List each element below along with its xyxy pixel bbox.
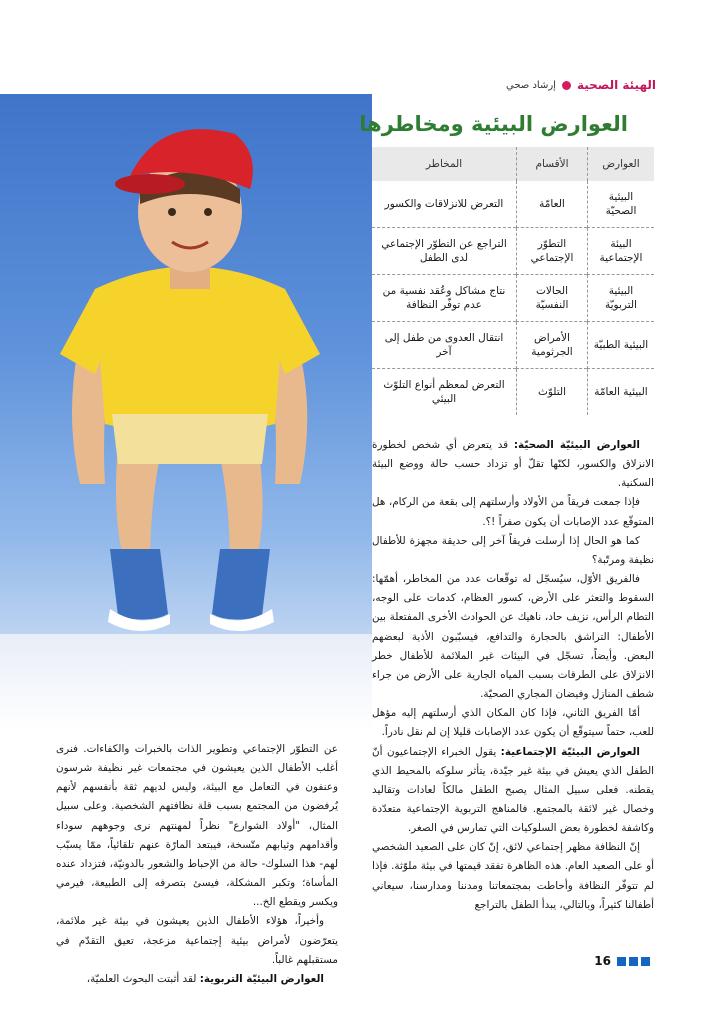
paragraph-lead: العوارض البيئيّة التربوية: <box>199 972 324 985</box>
table-row <box>372 228 654 275</box>
table-cell: التراجع عن التطوّر الإجتماعي لدى الطفل <box>372 228 517 275</box>
paragraph <box>372 570 654 704</box>
table-header-cell: الأقسام <box>517 147 588 181</box>
bullet-dot-icon <box>562 81 571 90</box>
table-row <box>372 275 654 322</box>
table-cell: التطوّر الإجتماعي <box>517 228 588 275</box>
paragraph <box>372 436 654 493</box>
table-header-row <box>372 147 654 181</box>
body-column-left <box>56 740 338 989</box>
table-cell: البيئية الطبيّة <box>588 322 655 369</box>
section-header <box>356 74 656 96</box>
paragraph-text: وأخيراً، هؤلاء الأطفال الذين يعيشون في بيئة غير ملائمة، يتعرّضون لأمراض بيئية إجتماعية مزعجة، تعيق التقدّم في مستقبلهم غالباً. <box>56 915 338 966</box>
risks-table <box>372 147 654 415</box>
paragraph-text: يقول الخبراء الإجتماعيون أنّ الطفل الذي يعيش في بيئة غير جيّدة، يتأثر سلوكه بالمحيط الذي يقطنه. فعلى سبيل المثال يصبح الطفل مالكاً لعادات وتقاليد وخصال غير لائقة بالمجتمع. فالمناهج التربوية الإجتماعية متعدّدة وكاشفة لخطورة بعض السلوكيات التي تمارس في الصغر. <box>372 745 654 835</box>
table-cell: البيئية التربويّة <box>588 275 655 322</box>
paragraph <box>372 838 654 915</box>
square-bullet-icon <box>629 957 638 966</box>
body-column-right <box>372 436 654 915</box>
table-cell: البيئة الإجتماعية <box>588 228 655 275</box>
paragraph-text: فإذا جمعت فريقاً من الأولاد وأرسلتهم إلى بقعة من الركام، هل المتوقّع عدد الإصابات أن يكون صفراً !؟. <box>372 496 654 528</box>
paragraph-text: كما هو الحال إذا أرسلت فريقاً آخر إلى حديقة مجهزة للأطفال نظيفة ومرتّبة؟ <box>372 534 654 566</box>
square-bullet-icon <box>617 957 626 966</box>
table-cell: نتاج مشاكل وعُقد نفسية من عدم توفّر النظافة <box>372 275 517 322</box>
page-number <box>570 953 650 969</box>
table-header-cell: العوارض <box>588 147 655 181</box>
square-bullet-icon <box>641 957 650 966</box>
article-title: العوارض البيئية ومخاطرها <box>359 112 628 136</box>
table-row <box>372 181 654 228</box>
section-name: الهيئة الصحية <box>576 78 656 92</box>
table-cell: البيئية العامّة <box>588 369 655 416</box>
boy-illustration <box>0 94 372 730</box>
paragraph-text: إنّ النظافة مظهر إجتماعي لائق، إنّ كان على الصعيد الشخصي أو على الصعيد العام. هذه الظاهرة تفقد قيمتها في بيئة ملوّثة. فإذا لم تتوفّر النظافة وأحاطت بمجتمعاتنا ومدننا ومدارسنا، سيعاني أطفالنا كثيراً، وبالتالي، يبدأ الطفل بالتراجع <box>372 841 654 911</box>
paragraph <box>56 912 338 969</box>
paragraph <box>372 532 654 570</box>
paragraph <box>56 970 338 989</box>
paragraph <box>372 743 654 839</box>
table-cell: التلوّث <box>517 369 588 416</box>
table-header-cell: المخاطر <box>372 147 517 181</box>
table-cell: العامّة <box>517 181 588 228</box>
table-cell: الحالات النفسيّة <box>517 275 588 322</box>
paragraph <box>56 740 338 912</box>
paragraph <box>372 704 654 742</box>
paragraph <box>372 493 654 531</box>
table-row <box>372 322 654 369</box>
paragraph-text: قد يتعرض أي شخص لخطورة الانزلاق والكسور، لكنّها تقلّ أو تزداد حسب حالة ووضع البيئة السكنية. <box>372 439 654 490</box>
paragraph-text: أمّا الفريق الثاني، فإذا كان المكان الذي أرسلتهم إليه مؤهل للعب، حتماً سيتوقّع أن يكون عدد الإصابات قليلا إن لم نقل نادراً. <box>372 707 654 739</box>
paragraph-lead: العوارض البيئيّة الإجتماعية: <box>500 745 640 758</box>
subsection-name: إرشاد صحي <box>505 79 556 91</box>
paragraph-text: لقد أثبتت البحوث العلميّة، <box>86 972 200 985</box>
table-cell: انتقال العدوى من طفل إلى آخر <box>372 322 517 369</box>
paragraph-text: فالفريق الأوّل، سيُسجّل له توقّعات عدد من المخاطر، أهمّها: السقوط والتعثر على الأرض، كسور العظام، كدمات على الوجه، التطام الرأس، نزيف حاد، ناهيك عن الحوادث الأخرى المفتعلة بين الأطفال: التراشق بالحجارة والتدافع، فيسبّبون الأذية لبعضهم البعض. وأيضاً، تسجّل في البيئات غير الملائمة للأطفال خطر الانزلاق على الطرقات بسبب المياه الجارية على الأرض من جراء شطف المنازل وفيضان المجاري الصحيّة. <box>372 573 654 701</box>
table-cell: التعرض للانزلاقات والكسور <box>372 181 517 228</box>
page-number-text: 16 <box>594 954 611 968</box>
table-cell: الأمراض الجرثومية <box>517 322 588 369</box>
paragraph-text: عن التطوّر الإجتماعي وتطوير الذات بالخبرات والكفاءات. فنرى أغلب الأطفال الذين يعيشون في مجتمعات غير نظيفة شرسون وعنفون في التعامل مع البيئة، وليس لديهم ثقة بأنفسهم لأنهم يُرفضون من المجتمع بسبب قلة نظافتهم الشخصية. وعلى سبيل المثال، "أولاد الشوارع" نظراً لمهنتهم نرى وجوههم سوداء وأقدامهم وثيابهم متّسخة، فيبتعد المارّة عنهم تلقائياً، ممّا يسبّب لهم- هذا السلوك- حالة من الإحباط والشعور بالدونيّة، فتزداد عنده المأساة؛ وتكبر المشكلة، فيسئ بتصرفه إلى الطبيعة، فيرمي ويكسر ويقطع الخ... <box>56 743 338 909</box>
paragraph-lead: العوارض البيئيّة الصحيّة: <box>513 439 640 451</box>
table-cell: التعرض لمعظم أنواع التلوّث البيئي <box>383 378 505 405</box>
boy-photo <box>0 94 372 730</box>
table-cell: البيئية الصحيّة <box>588 181 655 228</box>
table-row <box>372 369 654 416</box>
